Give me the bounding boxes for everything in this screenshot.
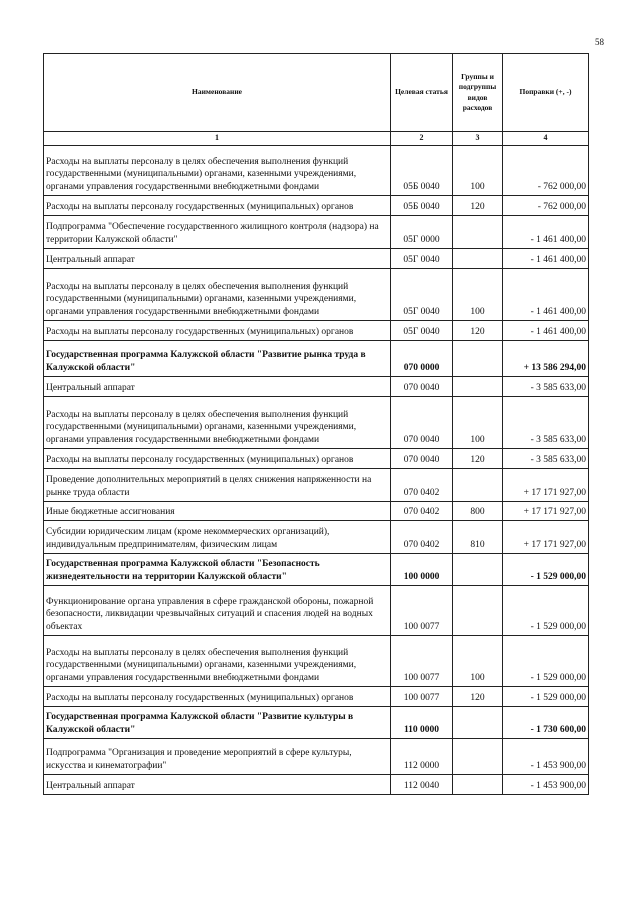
row-expense-group: 120 <box>453 195 503 215</box>
row-expense-group <box>453 553 503 585</box>
row-expense-group <box>453 738 503 774</box>
table-row <box>44 320 589 340</box>
row-expense-group: 100 <box>453 145 503 195</box>
row-name: Государственная программа Калужской области "Развитие культуры в Калужской области" <box>44 706 391 738</box>
row-expense-group: 120 <box>453 448 503 468</box>
row-amount: - 1 461 400,00 <box>503 248 589 268</box>
row-target-code: 070 0402 <box>391 520 453 553</box>
row-expense-group: 100 <box>453 396 503 448</box>
row-target-code: 05Б 0040 <box>391 195 453 215</box>
row-expense-group <box>453 468 503 501</box>
row-amount: - 1 730 600,00 <box>503 706 589 738</box>
col-number-2: 2 <box>391 132 453 146</box>
row-expense-group <box>453 706 503 738</box>
table-body <box>44 145 589 794</box>
col-number-1: 1 <box>44 132 391 146</box>
row-target-code: 070 0040 <box>391 376 453 396</box>
row-target-code: 05Г 0040 <box>391 320 453 340</box>
row-target-code: 070 0040 <box>391 448 453 468</box>
row-amount: - 1 453 900,00 <box>503 774 589 794</box>
row-amount: - 762 000,00 <box>503 195 589 215</box>
page-number: 58 <box>595 37 604 47</box>
row-target-code: 05Г 0000 <box>391 215 453 248</box>
row-name: Расходы на выплаты персоналу в целях обеспечения выполнения функций государственными (муниципальными) органами, казенными учреждениями, органами управления государственными внебюджетными фондами <box>44 145 391 195</box>
row-amount: - 1 529 000,00 <box>503 585 589 635</box>
table-row <box>44 520 589 553</box>
table-row <box>44 635 589 686</box>
row-expense-group <box>453 376 503 396</box>
row-name: Субсидии юридическим лицам (кроме некоммерческих организаций), индивидуальным предпринимателям, физическим лицам <box>44 520 391 553</box>
row-expense-group <box>453 215 503 248</box>
row-name: Расходы на выплаты персоналу в целях обеспечения выполнения функций государственными (муниципальными) органами, казенными учреждениями, органами управления государственными внебюджетными фондами <box>44 635 391 686</box>
row-target-code: 070 0402 <box>391 501 453 520</box>
row-name: Центральный аппарат <box>44 248 391 268</box>
row-name: Иные бюджетные ассигнования <box>44 501 391 520</box>
table-row <box>44 248 589 268</box>
row-expense-group <box>453 585 503 635</box>
row-amount: - 1 529 000,00 <box>503 553 589 585</box>
row-expense-group: 810 <box>453 520 503 553</box>
table-row <box>44 396 589 448</box>
row-name: Проведение дополнительных мероприятий в целях снижения напряженности на рынке труда области <box>44 468 391 501</box>
row-amount: + 17 171 927,00 <box>503 501 589 520</box>
row-name: Центральный аппарат <box>44 774 391 794</box>
row-name: Подпрограмма "Обеспечение государственного жилищного контроля (надзора) на территории Калужской области" <box>44 215 391 248</box>
row-target-code: 112 0000 <box>391 738 453 774</box>
row-expense-group <box>453 248 503 268</box>
row-name: Подпрограмма "Организация и проведение мероприятий в сфере культуры, искусства и кинематографии" <box>44 738 391 774</box>
row-amount: + 13 586 294,00 <box>503 340 589 376</box>
row-amount: - 3 585 633,00 <box>503 396 589 448</box>
row-amount: - 1 453 900,00 <box>503 738 589 774</box>
table-row <box>44 195 589 215</box>
row-name: Расходы на выплаты персоналу в целях обеспечения выполнения функций государственными (муниципальными) органами, казенными учреждениями, органами управления государственными внебюджетными фондами <box>44 396 391 448</box>
row-target-code: 112 0040 <box>391 774 453 794</box>
header-amend: Поправки (+, -) <box>503 54 589 132</box>
table-row <box>44 376 589 396</box>
row-target-code: 05Г 0040 <box>391 268 453 320</box>
table-row <box>44 145 589 195</box>
row-target-code: 100 0077 <box>391 686 453 706</box>
row-target-code: 100 0077 <box>391 635 453 686</box>
row-name: Государственная программа Калужской области "Безопасность жизнедеятельности на территории Калужской области" <box>44 553 391 585</box>
header-groups: Группы и подгруппы видов расходов <box>453 54 503 132</box>
row-target-code: 110 0000 <box>391 706 453 738</box>
row-target-code: 100 0000 <box>391 553 453 585</box>
row-expense-group <box>453 774 503 794</box>
row-amount: - 3 585 633,00 <box>503 448 589 468</box>
amendments-table <box>43 53 589 795</box>
row-amount: - 1 461 400,00 <box>503 268 589 320</box>
table-row <box>44 501 589 520</box>
table-row <box>44 686 589 706</box>
row-amount: - 3 585 633,00 <box>503 376 589 396</box>
row-name: Расходы на выплаты персоналу в целях обеспечения выполнения функций государственными (муниципальными) органами, казенными учреждениями, органами управления государственными внебюджетными фондами <box>44 268 391 320</box>
row-target-code: 070 0040 <box>391 396 453 448</box>
table-row <box>44 774 589 794</box>
row-name: Функционирование органа управления в сфере гражданской обороны, пожарной безопасности, ликвидации чрезвычайных ситуаций и спасения людей на водных объектах <box>44 585 391 635</box>
row-amount: - 1 529 000,00 <box>503 635 589 686</box>
header-name: Наименование <box>44 54 391 132</box>
row-name: Расходы на выплаты персоналу государственных (муниципальных) органов <box>44 195 391 215</box>
col-number-4: 4 <box>503 132 589 146</box>
header-target: Целевая статья <box>391 54 453 132</box>
row-target-code: 100 0077 <box>391 585 453 635</box>
table-row <box>44 215 589 248</box>
row-expense-group: 120 <box>453 320 503 340</box>
row-expense-group: 100 <box>453 635 503 686</box>
col-number-3: 3 <box>453 132 503 146</box>
table-row <box>44 585 589 635</box>
row-expense-group: 120 <box>453 686 503 706</box>
table-row <box>44 706 589 738</box>
row-name: Расходы на выплаты персоналу государственных (муниципальных) органов <box>44 320 391 340</box>
row-amount: - 1 529 000,00 <box>503 686 589 706</box>
row-amount: + 17 171 927,00 <box>503 520 589 553</box>
table-row <box>44 553 589 585</box>
table-row <box>44 340 589 376</box>
row-amount: + 17 171 927,00 <box>503 468 589 501</box>
table-row <box>44 268 589 320</box>
table-row <box>44 738 589 774</box>
row-expense-group <box>453 340 503 376</box>
row-target-code: 070 0402 <box>391 468 453 501</box>
row-target-code: 05Г 0040 <box>391 248 453 268</box>
row-amount: - 762 000,00 <box>503 145 589 195</box>
row-amount: - 1 461 400,00 <box>503 320 589 340</box>
header-row <box>44 54 589 132</box>
row-name: Расходы на выплаты персоналу государственных (муниципальных) органов <box>44 686 391 706</box>
table-row <box>44 448 589 468</box>
column-number-row <box>44 132 589 146</box>
row-name: Центральный аппарат <box>44 376 391 396</box>
row-expense-group: 800 <box>453 501 503 520</box>
row-target-code: 070 0000 <box>391 340 453 376</box>
row-expense-group: 100 <box>453 268 503 320</box>
row-target-code: 05Б 0040 <box>391 145 453 195</box>
row-name: Расходы на выплаты персоналу государственных (муниципальных) органов <box>44 448 391 468</box>
row-amount: - 1 461 400,00 <box>503 215 589 248</box>
table-row <box>44 468 589 501</box>
row-name: Государственная программа Калужской области "Развитие рынка труда в Калужской области" <box>44 340 391 376</box>
